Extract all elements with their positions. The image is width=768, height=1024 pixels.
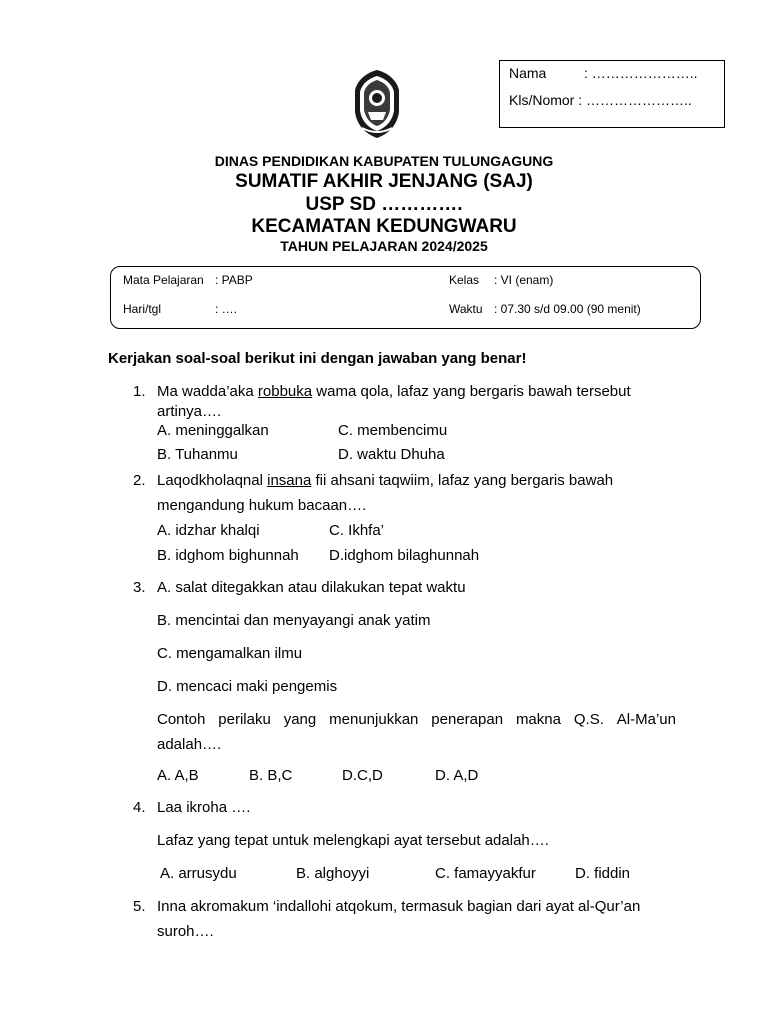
option: D. fiddin: [575, 865, 631, 882]
regency-crest-logo: [352, 68, 402, 140]
class-number-line: [509, 92, 692, 108]
option: A. idzhar khalqi: [157, 522, 260, 539]
option: C. membencimu: [338, 422, 448, 439]
option: C. famayyakfur: [435, 865, 536, 882]
question-number: 4.: [133, 799, 146, 816]
question-3-prompt-cont: adalah….: [157, 736, 222, 753]
header-district: KECAMATAN KEDUNGWARU: [251, 216, 517, 237]
question-5-text-cont: suroh….: [157, 923, 214, 940]
header-school-year: TAHUN PELAJARAN 2024/2025: [280, 238, 488, 254]
option: D. A,D: [435, 767, 479, 784]
option: B. idghom bighunnah: [157, 547, 299, 564]
option: D.C,D: [342, 767, 383, 784]
subject-label: Mata Pelajaran: [123, 273, 204, 287]
statement: D. mencaci maki pengemis: [157, 678, 338, 695]
subject-value: : PABP: [215, 273, 253, 287]
option: B. B,C: [249, 767, 293, 784]
question-1-text-cont: artinya….: [157, 403, 222, 420]
instruction: Kerjakan soal-soal berikut ini dengan jawaban yang benar!: [108, 350, 527, 367]
header-agency: DINAS PENDIDIKAN KABUPATEN TULUNGAGUNG: [214, 153, 554, 169]
question-number: 1.: [133, 383, 146, 400]
header-school-level: USP SD ………….: [305, 194, 463, 215]
underlined-word: robbuka: [257, 383, 313, 400]
option: A. arrusydu: [160, 865, 237, 882]
question-4-prompt: Lafaz yang tepat untuk melengkapi ayat tersebut adalah….: [157, 832, 549, 849]
class-number-value: : …………………..: [578, 92, 692, 108]
class-value: : VI (enam): [494, 273, 554, 287]
option: C. Ikhfa’: [329, 522, 385, 539]
name-value: : …………………..: [584, 65, 698, 81]
statement: A. salat ditegakkan atau dilakukan tepat waktu: [157, 579, 466, 596]
option: A. meninggalkan: [157, 422, 269, 439]
question-number: 2.: [133, 472, 146, 489]
student-identity-box: [499, 60, 725, 128]
question-number: 5.: [133, 898, 146, 915]
question-5-text: Inna akromakum ‘indallohi atqokum, termasuk bagian dari ayat al-Qur’an: [157, 898, 641, 915]
question-4-text: Laa ikroha ….: [157, 799, 251, 816]
date-label: Hari/tgl: [123, 302, 162, 316]
statement: B. mencintai dan menyayangi anak yatim: [157, 612, 431, 629]
class-label: Kelas: [449, 273, 480, 287]
name-line: [509, 65, 698, 81]
underlined-word: insana: [267, 472, 312, 489]
time-label: Waktu: [449, 302, 483, 316]
question-number: 3.: [133, 579, 146, 596]
option: B. alghoyyi: [296, 865, 370, 882]
header-exam-title: SUMATIF AKHIR JENJANG (SAJ): [235, 171, 533, 192]
class-number-label: Kls/Nomor: [509, 92, 575, 108]
question-2-text: Laqodkholaqnal insana fii ahsani taqwiim, lafaz yang bergaris bawah: [157, 472, 614, 489]
time-value: : 07.30 s/d 09.00 (90 menit): [494, 302, 641, 316]
name-label: Nama: [509, 65, 547, 81]
statement: C. mengamalkan ilmu: [157, 645, 303, 662]
option: A. A,B: [157, 767, 199, 784]
option: B. Tuhanmu: [157, 446, 238, 463]
question-1-text: Ma wadda’aka robbuka wama qola, lafaz yang bergaris bawah tersebut: [157, 383, 631, 400]
question-2-text-cont: mengandung hukum bacaan….: [157, 497, 367, 514]
option: D.idghom bilaghunnah: [329, 547, 480, 564]
exam-info-box: [110, 266, 701, 329]
question-3-prompt: Contoh perilaku yang menunjukkan penerapan makna Q.S. Al-Ma’un: [157, 711, 676, 728]
date-value: : ….: [215, 302, 238, 316]
option: D. waktu Dhuha: [338, 446, 445, 463]
